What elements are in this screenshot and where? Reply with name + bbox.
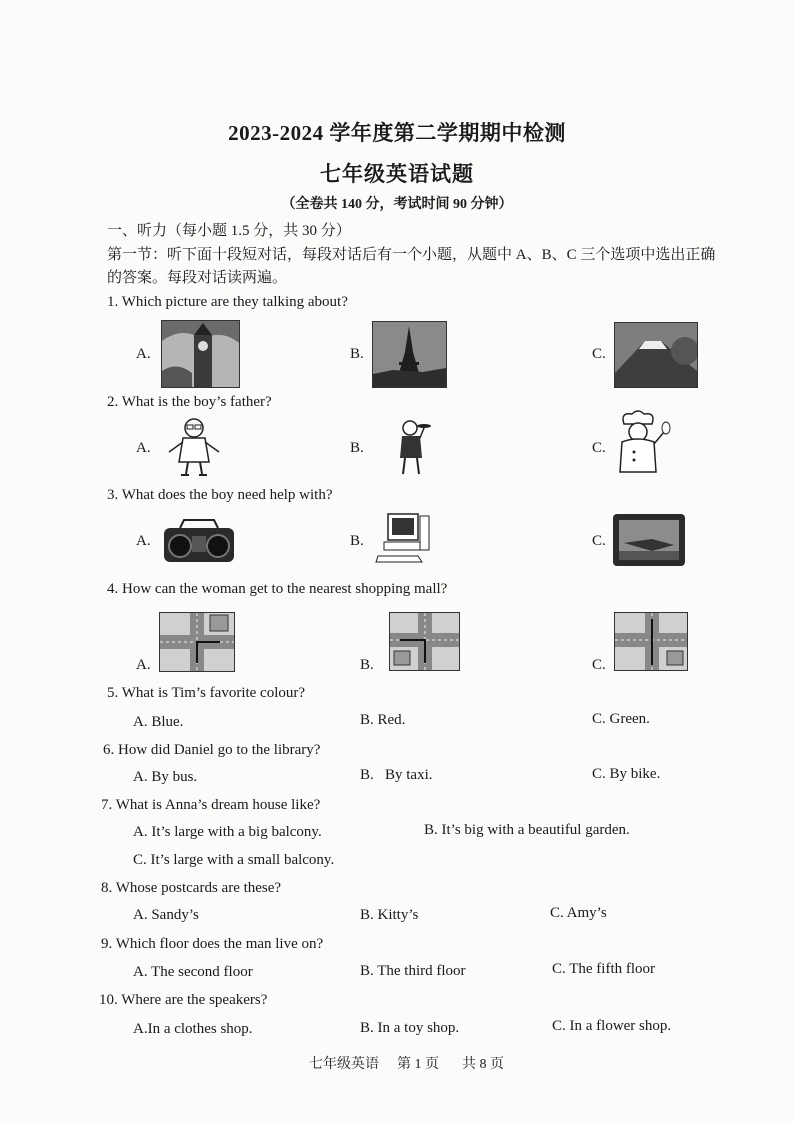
- question-3: 3. What does the boy need help with?: [107, 487, 333, 503]
- question-8: 8. Whose postcards are these?: [101, 880, 282, 896]
- q8-option-c[interactable]: C. Amy’s: [550, 905, 607, 921]
- q7-option-c[interactable]: C. It’s large with a small balcony.: [133, 852, 335, 868]
- q3-option-a[interactable]: A.: [136, 533, 151, 549]
- q5-option-b[interactable]: B. Red.: [360, 712, 406, 728]
- q7-option-b[interactable]: B. It’s big with a beautiful garden.: [424, 822, 630, 838]
- q3-tv-picture: [612, 513, 686, 567]
- q3-option-c[interactable]: C.: [592, 533, 606, 549]
- q2-doctor-picture: [165, 416, 223, 478]
- footer-subject: 七年级英语: [309, 1057, 379, 1072]
- section-instruction-line2: 的答案。每段对话读两遍。: [107, 270, 288, 286]
- q1-clock-tower-picture: [161, 320, 240, 388]
- exam-subtitle: 七年级英语试题: [320, 162, 474, 186]
- footer-page: 第 1 页: [397, 1057, 439, 1072]
- q2-waiter-picture: [390, 418, 432, 478]
- question-6: 6. How did Daniel go to the library?: [103, 742, 321, 758]
- q6-option-c[interactable]: C. By bike.: [592, 766, 661, 782]
- q10-option-a[interactable]: A.In a clothes shop.: [133, 1021, 253, 1037]
- section-heading: 一、听力（每小题 1.5 分，共 30 分）: [107, 223, 351, 239]
- q2-option-a[interactable]: A.: [136, 440, 151, 456]
- q1-mount-fuji-picture: [614, 322, 698, 388]
- q3-radio-picture: [160, 516, 238, 564]
- q2-option-c[interactable]: C.: [592, 440, 606, 456]
- q10-option-c[interactable]: C. In a flower shop.: [552, 1018, 672, 1034]
- q2-chef-picture: [610, 410, 672, 480]
- exam-info: （全卷共 140 分，考试时间 90 分钟）: [281, 197, 513, 212]
- q9-option-b[interactable]: B. The third floor: [360, 963, 466, 979]
- question-4: 4. How can the woman get to the nearest shopping mall?: [107, 581, 448, 597]
- q2-option-b[interactable]: B.: [350, 440, 364, 456]
- q8-option-a[interactable]: A. Sandy’s: [133, 907, 199, 923]
- question-2: 2. What is the boy’s father?: [107, 394, 272, 410]
- q5-option-a[interactable]: A. Blue.: [133, 714, 184, 730]
- question-1: 1. Which picture are they talking about?: [107, 294, 348, 310]
- q4-option-c[interactable]: C.: [592, 657, 606, 673]
- q3-computer-picture: [374, 512, 432, 566]
- q3-option-b[interactable]: B.: [350, 533, 364, 549]
- question-10: 10. Where are the speakers?: [99, 992, 268, 1008]
- q5-option-c[interactable]: C. Green.: [592, 711, 650, 727]
- q7-option-a[interactable]: A. It’s large with a big balcony.: [133, 824, 322, 840]
- q4-map-b-picture: [389, 612, 460, 671]
- question-5: 5. What is Tim’s favorite colour?: [107, 685, 306, 701]
- q4-map-c-picture: [614, 612, 688, 671]
- q4-map-a-picture: [159, 612, 235, 672]
- q6-option-b[interactable]: B. By taxi.: [360, 767, 433, 783]
- question-7: 7. What is Anna’s dream house like?: [101, 797, 321, 813]
- exam-title: 2023-2024 学年度第二学期期中检测: [228, 121, 566, 145]
- q9-option-a[interactable]: A. The second floor: [133, 964, 253, 980]
- q1-eiffel-tower-picture: [372, 321, 447, 388]
- q1-option-a[interactable]: A.: [136, 346, 151, 362]
- q1-option-c[interactable]: C.: [592, 346, 606, 362]
- question-9: 9. Which floor does the man live on?: [101, 936, 324, 952]
- q9-option-c[interactable]: C. The fifth floor: [552, 961, 656, 977]
- section-instruction-line1: 第一节：听下面十段短对话，每段对话后有一个小题，从题中 A、B、C 三个选项中选出正确: [107, 247, 716, 263]
- q10-option-b[interactable]: B. In a toy shop.: [360, 1020, 460, 1036]
- q8-option-b[interactable]: B. Kitty’s: [360, 907, 419, 923]
- footer-total: 共 8 页: [462, 1057, 504, 1072]
- q4-option-a[interactable]: A.: [136, 657, 151, 673]
- q1-option-b[interactable]: B.: [350, 346, 364, 362]
- q4-option-b[interactable]: B.: [360, 657, 374, 673]
- q6-option-a[interactable]: A. By bus.: [133, 769, 198, 785]
